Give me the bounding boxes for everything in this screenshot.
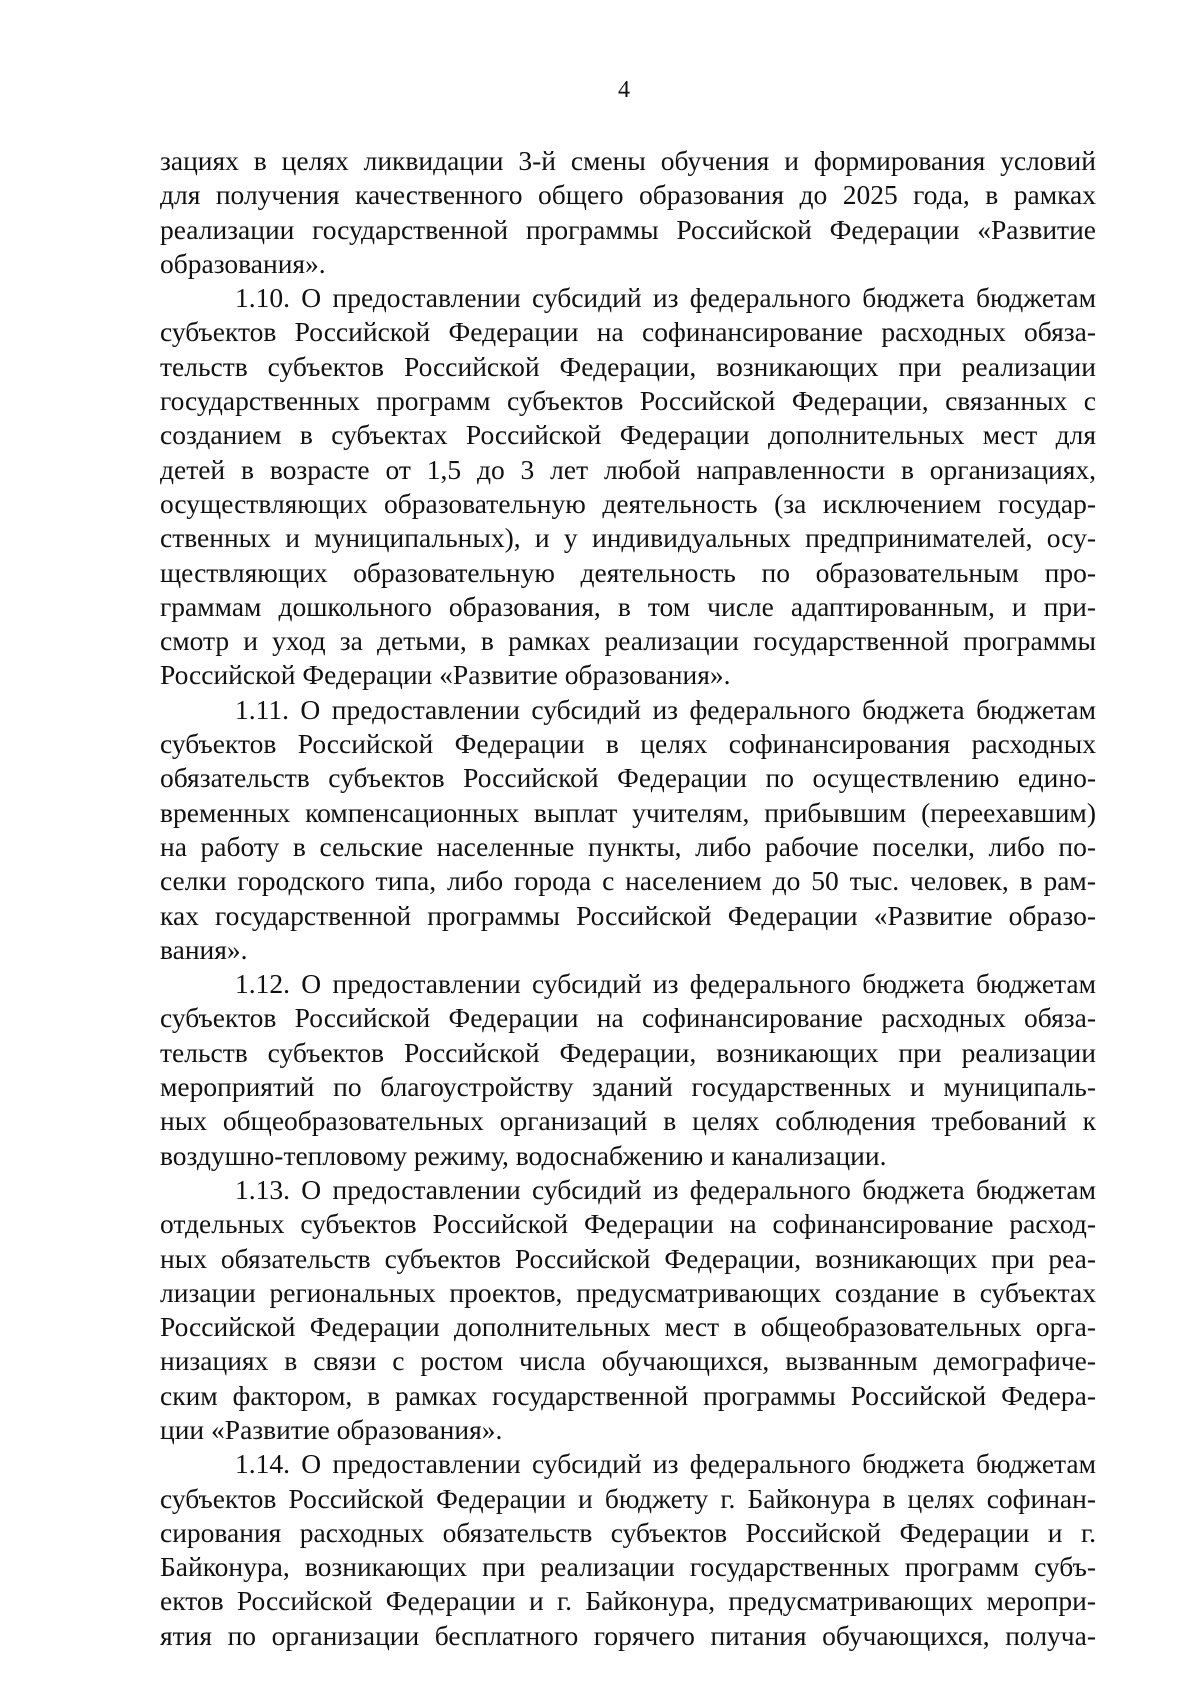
text-line: образования».: [160, 247, 326, 279]
text-line: осуществляющих образовательную деятельность (за исключением государ-: [160, 487, 1096, 519]
text-line: сирования расходных обязательств субъектов Российской Федерации и г.: [160, 1516, 1096, 1548]
text-line: вания».: [160, 933, 248, 965]
text-line: воздушно-тепловому режиму, водоснабжению и канализации.: [160, 1139, 887, 1171]
text-line: на работу в сельские населенные пункты, либо рабочие поселки, либо по-: [160, 830, 1096, 862]
document-body: [160, 144, 1096, 1653]
text-line: лизации региональных проектов, предусматривающих создание в субъектах: [160, 1276, 1096, 1308]
text-line: Российской Федерации дополнительных мест в общеобразовательных орга-: [160, 1311, 1096, 1343]
text-line: зациях в целях ликвидации 3-й смены обучения и формирования условий: [160, 145, 1096, 176]
paragraph-first-line: 1.12. О предоставлении субсидий из федерального бюджета бюджетам: [235, 968, 1096, 1000]
text-line: смотр и уход за детьми, в рамках реализации государственной программы: [160, 625, 1096, 657]
text-line: тельств субъектов Российской Федерации, возникающих при реализации: [160, 1036, 1096, 1068]
text-line: субъектов Российской Федерации в целях софинансирования расходных: [160, 728, 1096, 760]
text-line: селки городского типа, либо города с населением до 50 тыс. человек, в рам-: [160, 865, 1096, 897]
page-number: 4: [618, 77, 630, 103]
text-line: тельств субъектов Российской Федерации, возникающих при реализации: [160, 350, 1096, 382]
text-line: для получения качественного общего образования до 2025 года, в рамках: [160, 179, 1096, 211]
text-line: мероприятий по благоустройству зданий государственных и муниципаль-: [160, 1071, 1096, 1103]
text-line: ектов Российской Федерации и г. Байконура, предусматривающих меропри-: [160, 1585, 1096, 1617]
paragraph-first-line: 1.14. О предоставлении субсидий из федерального бюджета бюджетам: [235, 1448, 1096, 1480]
text-line: временных компенсационных выплат учителям, прибывшим (переехавшим): [160, 796, 1096, 828]
text-line: обязательств субъектов Российской Федерации по осуществлению едино-: [160, 762, 1096, 794]
text-line: Российской Федерации «Развитие образования».: [160, 659, 731, 691]
text-line: Байконура, возникающих при реализации государственных программ субъ-: [160, 1551, 1096, 1583]
paragraph-first-line: 1.13. О предоставлении субсидий из федерального бюджета бюджетам: [235, 1173, 1096, 1205]
text-line: отдельных субъектов Российской Федерации на софинансирование расход-: [160, 1208, 1096, 1240]
text-line: ках государственной программы Российской Федерации «Развитие образо-: [160, 899, 1096, 931]
text-line: реализации государственной программы Российской Федерации «Развитие: [160, 213, 1096, 245]
text-line: ции «Развитие образования».: [160, 1413, 503, 1445]
text-line: граммам дошкольного образования, в том числе адаптированным, и при-: [160, 590, 1096, 622]
text-line: ных общеобразовательных организаций в целях соблюдения требований к: [160, 1105, 1096, 1137]
text-line: ственных и муниципальных), и у индивидуальных предпринимателей, осу-: [160, 522, 1096, 554]
text-line: ных обязательств субъектов Российской Федерации, возникающих при реа-: [160, 1242, 1096, 1274]
text-line: субъектов Российской Федерации и бюджету г. Байконура в целях софинан-: [160, 1482, 1096, 1514]
text-line: ским фактором, в рамках государственной программы Российской Федера-: [160, 1379, 1096, 1411]
text-line: низациях в связи с ростом числа обучающихся, вызванным демографиче-: [160, 1345, 1096, 1377]
text-line: ятия по организации бесплатного горячего питания обучающихся, получа-: [160, 1619, 1096, 1651]
paragraph-first-line: 1.11. О предоставлении субсидий из федерального бюджета бюджетам: [235, 693, 1096, 725]
paragraph-first-line: 1.10. О предоставлении субсидий из федерального бюджета бюджетам: [235, 282, 1096, 314]
text-line: государственных программ субъектов Российской Федерации, связанных с: [160, 385, 1096, 417]
text-line: детей в возрасте от 1,5 до 3 лет любой направленности в организациях,: [160, 453, 1096, 485]
text-line: ществляющих образовательную деятельность по образовательным про-: [160, 556, 1096, 588]
text-line: созданием в субъектах Российской Федерации дополнительных мест для: [160, 419, 1096, 451]
text-line: субъектов Российской Федерации на софинансирование расходных обяза-: [160, 1002, 1096, 1034]
text-line: субъектов Российской Федерации на софинансирование расходных обяза-: [160, 316, 1096, 348]
